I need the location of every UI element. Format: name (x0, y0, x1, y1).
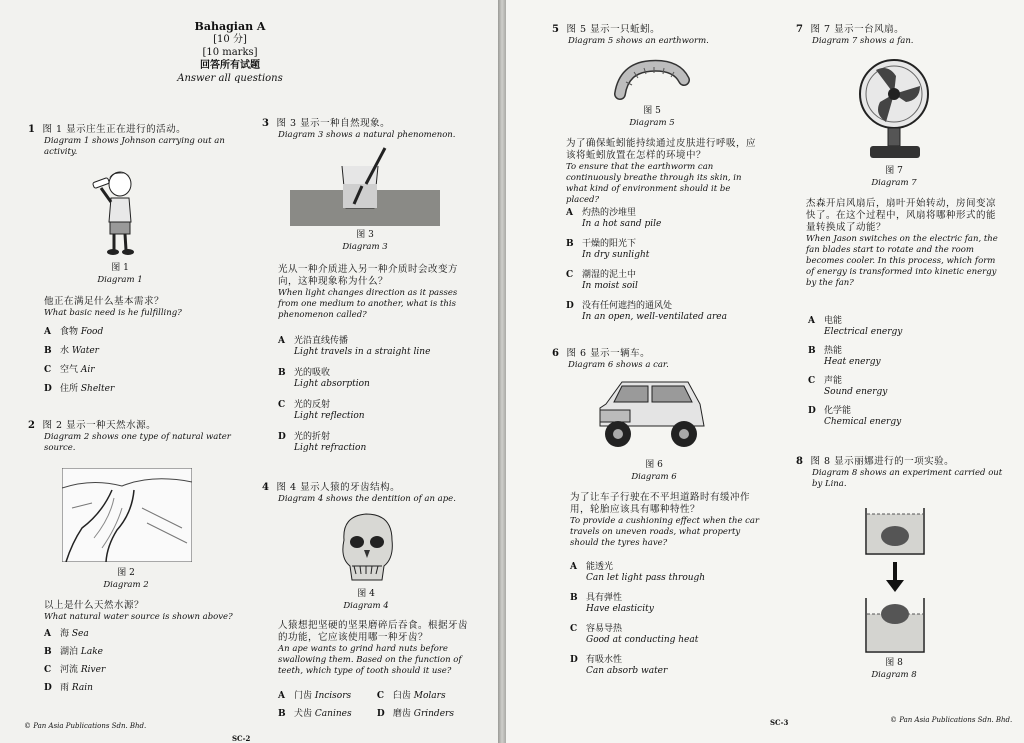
question-2-options (44, 629, 244, 701)
question-3-options (278, 336, 473, 464)
option-d[interactable]: D 光的折射 Light refraction (278, 432, 367, 453)
figure-caption-zh: 图 2 (117, 568, 135, 578)
question-5-prompt (566, 138, 762, 206)
figure-caption-zh: 图 8 (885, 658, 903, 668)
prompt-zh: 以上是什么天然水源？ (44, 600, 145, 611)
question-text-en: Diagram 1 shows Johnson carrying out an activity. (44, 136, 225, 157)
publisher-footer: © Pan Asia Publications Sdn. Bhd. (24, 722, 147, 730)
section-title: Bahagian A (194, 20, 266, 33)
question-text-en: Diagram 4 shows the dentition of an ape. (278, 494, 456, 504)
option-c[interactable]: C 河流 River (44, 665, 106, 675)
instruction-zh: 回答所有试题 (200, 60, 260, 71)
marks-zh: [10 分] (213, 34, 247, 45)
question-2 (28, 420, 238, 454)
option-d[interactable]: D 有吸水性 Can absorb water (570, 655, 668, 676)
diagram-6-car (592, 374, 712, 454)
question-6-options (570, 562, 770, 686)
question-1 (28, 124, 238, 158)
question-number: 8 (796, 456, 804, 467)
question-text-en: Diagram 8 shows an experiment carried out by Lina. (812, 468, 1003, 489)
question-2-prompt (44, 600, 244, 623)
figure-caption-zh: 图 4 (357, 589, 375, 599)
book-gutter (498, 0, 506, 743)
diagram-2-river (62, 468, 192, 562)
prompt-zh: 为了让车子行驶在不平坦道路时有缓冲作用，轮胎应该具有哪种特性？ (570, 492, 751, 515)
diagram-1-boy (85, 166, 145, 256)
diagram-5-earthworm (614, 58, 690, 102)
figure-caption-en: Diagram 3 (342, 242, 388, 252)
option-b[interactable]: B 光的吸收 Light absorption (278, 368, 370, 389)
option-a[interactable]: A 食物 Food (44, 327, 104, 337)
question-3-prompt (278, 264, 473, 321)
figure-caption-zh: 图 7 (885, 166, 903, 176)
option-c[interactable]: C 声能 Sound energy (808, 376, 888, 397)
option-d[interactable]: D 雨 Rain (44, 683, 93, 693)
prompt-en: An ape wants to grind hard nuts before swallowing them. Based on the function of teeth, which type of tooth should it use? (278, 644, 462, 676)
question-number: 3 (262, 118, 270, 129)
figure-caption-en: Diagram 6 (631, 472, 677, 482)
question-text-zh: 图 8 显示丽娜进行的一项实验。 (810, 456, 955, 467)
prompt-en: When light changes direction as it passes from one medium to another, what is this phenomenon called? (278, 288, 458, 320)
option-a[interactable]: A 门齿 Incisors (278, 691, 352, 701)
figure-caption-zh: 图 6 (645, 460, 663, 470)
option-a[interactable]: A 电能 Electrical energy (808, 316, 903, 337)
option-c[interactable]: C 光的反射 Light reflection (278, 400, 365, 421)
prompt-zh: 光从一种介质进入另一种介质时会改变方向，这种现象称为什么？ (278, 264, 459, 287)
option-b[interactable]: B 湖泊 Lake (44, 647, 104, 657)
section-header (150, 20, 310, 85)
option-d[interactable]: D 化学能 Chemical energy (808, 406, 902, 427)
question-text-zh: 图 1 显示庄生正在进行的活动。 (42, 124, 187, 135)
figure-caption-en: Diagram 7 (871, 178, 917, 188)
prompt-en: To provide a cushioning effect when the car travels on uneven roads, what property should the tyres have? (570, 516, 760, 548)
question-text-zh: 图 2 显示一种天然水源。 (42, 420, 157, 431)
question-text-zh: 图 4 显示人猿的牙齿结构。 (276, 482, 401, 493)
figure-caption-zh: 图 3 (356, 230, 374, 240)
page-number: SC-3 (770, 718, 789, 727)
question-7 (796, 24, 1006, 47)
question-8 (796, 456, 1006, 490)
option-d[interactable]: D 磨齿 Grinders (376, 709, 454, 719)
instruction-en: Answer all questions (177, 73, 283, 84)
question-1-options (44, 327, 244, 403)
question-4 (262, 482, 462, 505)
prompt-zh: 人猿想把坚硬的坚果磨碎后吞食。根据牙齿的功能，它应该使用哪一种牙齿？ (278, 620, 469, 643)
prompt-en: What natural water source is shown above? (44, 612, 233, 622)
option-c[interactable]: C 容易导热 Good at conducting heat (570, 624, 699, 645)
option-c[interactable]: C 臼齿 Molars (376, 691, 446, 701)
option-b[interactable]: B 具有弹性 Have elasticity (570, 593, 654, 614)
left-page (0, 0, 498, 743)
option-b[interactable]: B 水 Water (44, 346, 99, 356)
question-number: 5 (552, 24, 560, 35)
prompt-zh: 杰森开启风扇后，扇叶开始转动，房间变凉快了。在这个过程中，风扇将哪种形式的能量转换成了动能？ (806, 198, 997, 233)
question-text-en: Diagram 2 shows one type of natural water source. (44, 432, 231, 453)
option-d[interactable]: D 住所 Shelter (44, 384, 115, 394)
option-c[interactable]: C 空气 Air (44, 365, 95, 375)
figure-caption-en: Diagram 8 (871, 670, 917, 680)
question-5 (552, 24, 762, 47)
question-5-options (566, 208, 766, 332)
question-text-en: Diagram 5 shows an earthworm. (568, 36, 709, 46)
question-4-prompt (278, 620, 473, 677)
marks-en: [10 marks] (202, 47, 258, 58)
question-7-options (808, 316, 998, 436)
option-b[interactable]: B 热能 Heat energy (808, 346, 881, 367)
prompt-zh: 为了确保蚯蚓能持续通过皮肤进行呼吸，应该将蚯蚓放置在怎样的环境中？ (566, 138, 757, 161)
question-number: 7 (796, 24, 804, 35)
question-3 (262, 118, 462, 141)
prompt-zh: 他正在满足什么基本需求？ (44, 296, 165, 307)
diagram-7-fan (856, 56, 932, 160)
question-number: 4 (262, 482, 270, 493)
question-text-en: Diagram 7 shows a fan. (812, 36, 914, 46)
question-text-zh: 图 7 显示一台风扇。 (810, 24, 905, 35)
diagram-4-ape-skull (334, 510, 400, 586)
right-page (506, 0, 1024, 743)
question-text-zh: 图 5 显示一只蚯蚓。 (566, 24, 661, 35)
figure-caption-zh: 图 5 (643, 106, 661, 116)
prompt-en: To ensure that the earthworm can continuously breathe through its skin, in what kind of environment should it be placed? (566, 162, 742, 205)
question-text-en: Diagram 6 shows a car. (568, 360, 669, 370)
figure-caption-en: Diagram 2 (103, 580, 149, 590)
question-1-prompt (44, 296, 244, 319)
option-d[interactable]: D 没有任何遮挡的通风处 In an open, well-ventilated area (566, 301, 727, 322)
diagram-8-experiment (862, 504, 928, 656)
figure-caption-en: Diagram 5 (629, 118, 675, 128)
prompt-en: What basic need is he fulfilling? (44, 308, 182, 318)
question-6 (552, 348, 762, 371)
option-a[interactable]: A 海 Sea (44, 629, 89, 639)
option-a[interactable]: A 能透光 Can let light pass through (570, 562, 706, 583)
question-text-zh: 图 3 显示一种自然现象。 (276, 118, 391, 129)
figure-caption-zh: 图 1 (111, 263, 129, 273)
question-text-zh: 图 6 显示一辆车。 (566, 348, 651, 359)
figure-caption-en: Diagram 1 (97, 275, 143, 285)
publisher-footer: © Pan Asia Publications Sdn. Bhd. (890, 716, 1013, 724)
diagram-3-refraction (290, 146, 440, 226)
page-number: SC-2 (232, 734, 251, 743)
option-a[interactable]: A 灼热的沙堆里 In a hot sand pile (566, 208, 662, 229)
question-text-en: Diagram 3 shows a natural phenomenon. (278, 130, 456, 140)
question-6-prompt (570, 492, 766, 549)
question-4-options (278, 691, 478, 727)
question-number: 2 (28, 420, 36, 431)
question-7-prompt (806, 198, 1002, 289)
option-b[interactable]: B 干燥的阳光下 In dry sunlight (566, 239, 650, 260)
option-b[interactable]: B 犬齿 Canines (278, 709, 352, 719)
figure-caption-en: Diagram 4 (343, 601, 389, 611)
option-a[interactable]: A 光沿直线传播 Light travels in a straight line (278, 336, 431, 357)
question-number: 1 (28, 124, 36, 135)
question-number: 6 (552, 348, 560, 359)
option-c[interactable]: C 潮湿的泥土中 In moist soil (566, 270, 638, 291)
prompt-en: When Jason switches on the electric fan, the fan blades start to rotate and the room becomes cooler. In this process, which form of energy is transformed into kinetic energy by the fan? (806, 234, 998, 288)
